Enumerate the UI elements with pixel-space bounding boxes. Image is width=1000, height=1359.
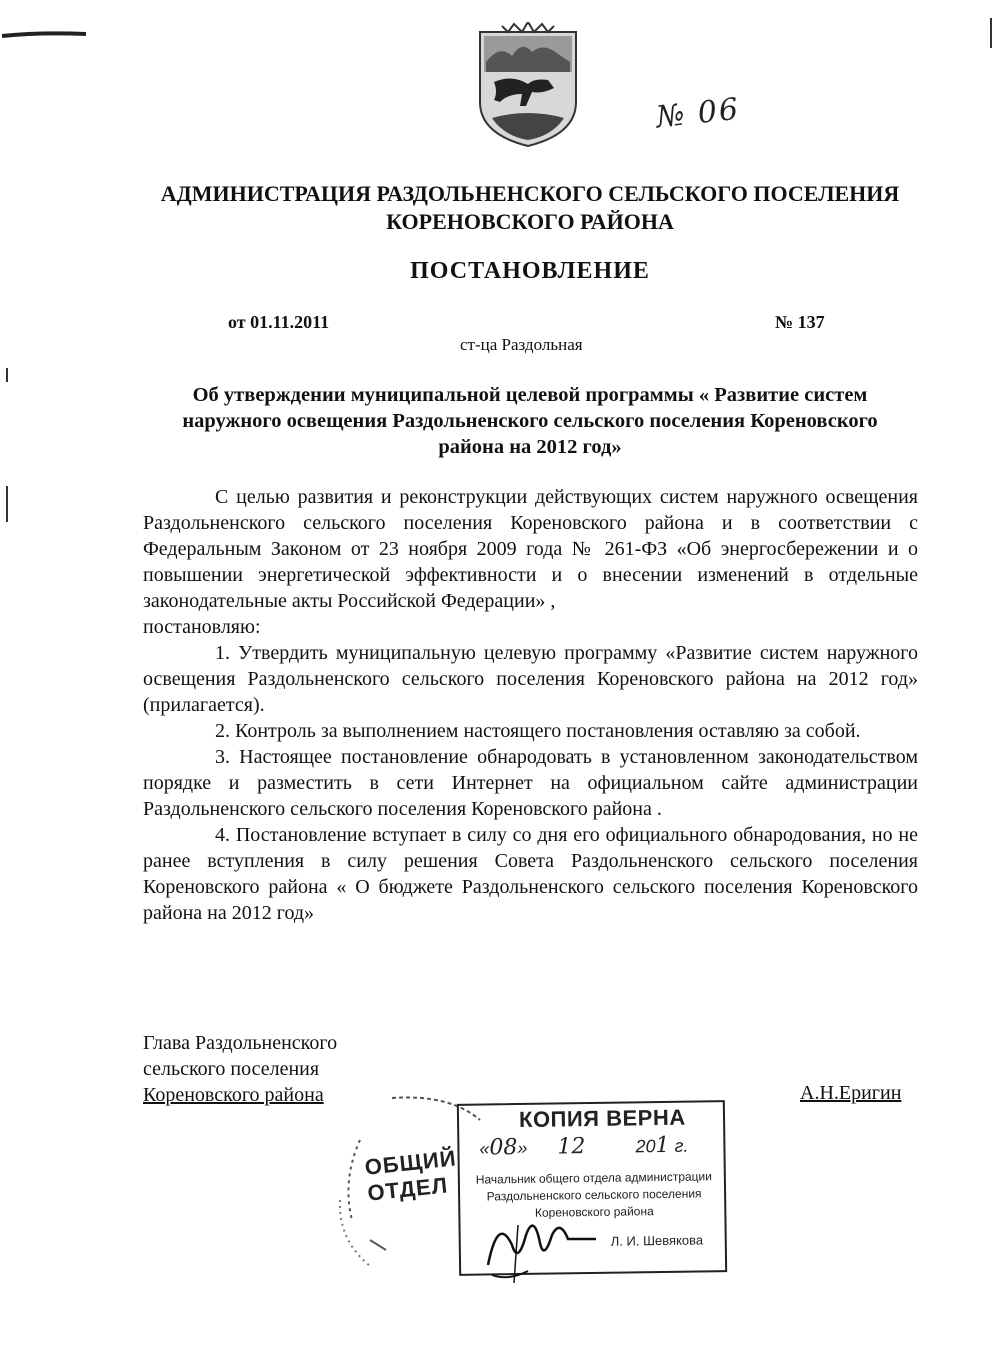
- document-body: [143, 484, 918, 926]
- document-subject: [140, 382, 920, 460]
- scan-mark: [0, 30, 88, 40]
- organization-line: АДМИНИСТРАЦИЯ РАЗДОЛЬНЕНСКОГО СЕЛЬСКОГО ПОСЕЛЕНИЯ: [160, 181, 900, 206]
- clause-1: 1. Утвердить муниципальную целевую программу «Развитие систем наружного освещения Раздольненского сельского поселения Кореновского района на 2012 год» (прилагается).: [143, 642, 918, 716]
- subject-line: Об утверждении муниципальной целевой программы « Развитие систем: [192, 384, 868, 406]
- copy-year-suffix: 1: [655, 1132, 670, 1159]
- copy-stamp-date: «08» 12 201 г.: [479, 1132, 689, 1161]
- decree-word: постановляю:: [143, 616, 261, 638]
- coat-of-arms-emblem: [472, 22, 584, 150]
- organization-header: [130, 180, 930, 236]
- preamble-paragraph: С целью развития и реконструкции действующих систем наружного освещения Раздольненского сельского поселения Кореновского района и в соответствии с Федеральным Законом от 23 ноября 2009 года № 261-ФЗ «Об энергосбережении и о повышении энергетической эффективности и о внесении изменений в отдельные законодательные акты Российской Федерации» ,: [143, 486, 918, 612]
- copy-stamp-line: Начальник общего отдела администрации: [475, 1169, 713, 1187]
- copy-stamp-line: Раздольненского сельского поселения: [486, 1186, 702, 1204]
- document-number: № 137: [775, 312, 825, 332]
- organization-line: КОРЕНОВСКОГО РАЙОНА: [386, 209, 674, 234]
- round-stamp-line: ОТДЕЛ: [366, 1172, 450, 1206]
- scan-mark: [6, 368, 8, 382]
- scan-mark: [6, 486, 8, 522]
- subject-line: района на 2012 год»: [438, 436, 622, 458]
- handwritten-signature: [478, 1205, 598, 1285]
- signatory-name: А.Н.Еригин: [800, 1082, 902, 1104]
- copy-stamp-signer: Л. И. Шевякова: [610, 1232, 704, 1249]
- document-type-title: ПОСТАНОВЛЕНИЕ: [410, 258, 650, 284]
- document-date: от 01.11.2011: [228, 312, 330, 332]
- clause-4: 4. Постановление вступает в силу со дня его официального обнародования, но не ранее вступления в силу решения Совета Раздольненского сельского поселения Кореновского района « О бюджете Раздольненского сельского поселения Кореновского района на 2012 год»: [143, 824, 918, 924]
- handwritten-number: № 06: [654, 91, 742, 136]
- copy-stamp-title: КОПИЯ ВЕРНА: [518, 1104, 686, 1133]
- signatory-line: Кореновского района: [143, 1084, 324, 1106]
- document-place: ст-ца Раздольная: [460, 335, 583, 354]
- signatory-line: сельского поселения: [143, 1058, 320, 1080]
- signatory-title: [143, 1030, 337, 1108]
- clause-3: 3. Настоящее постановление обнародовать в установленном законодательством порядке и разместить в сети Интернет на официальном сайте администрации Раздольненского сельского поселения Кореновского района .: [143, 746, 918, 820]
- copy-day: 08: [489, 1135, 518, 1161]
- copy-year-unit: г.: [674, 1135, 689, 1156]
- signatory-line: Глава Раздольненского: [143, 1032, 338, 1054]
- copy-month: 12: [557, 1134, 586, 1160]
- scan-mark: [990, 18, 992, 48]
- copy-year-prefix: 20: [635, 1136, 656, 1157]
- subject-line: наружного освещения Раздольненского сельского поселения Кореновского: [182, 410, 878, 432]
- copy-stamp-line: Кореновского района: [534, 1204, 654, 1220]
- round-stamp-text: [364, 1145, 461, 1206]
- clause-2: 2. Контроль за выполнением настоящего постановления оставляю за собой.: [215, 720, 861, 742]
- round-stamp-line: ОБЩИЙ: [363, 1145, 458, 1180]
